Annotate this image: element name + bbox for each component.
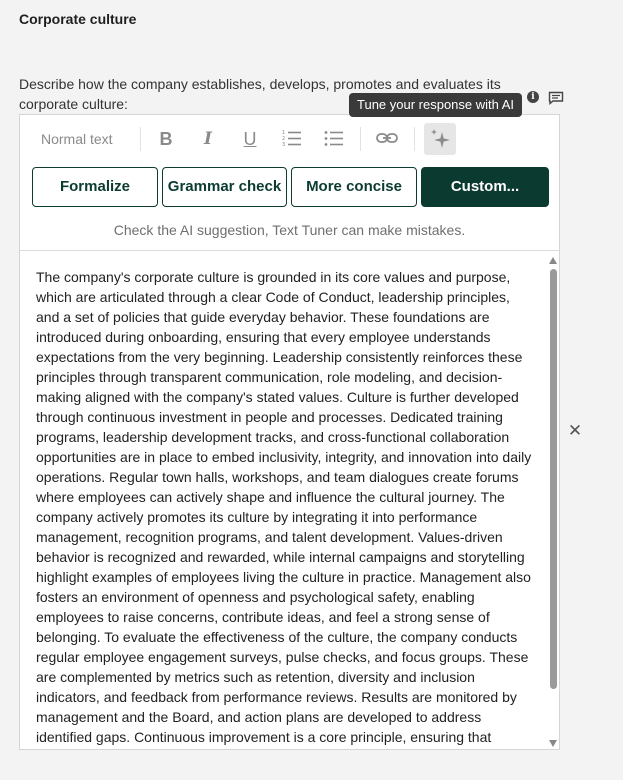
rich-text-editor: [19, 114, 560, 750]
italic-button[interactable]: I: [204, 129, 212, 149]
scroll-down-arrow[interactable]: [549, 740, 557, 747]
ordered-list-icon: [282, 129, 302, 147]
toolbar-divider: [414, 127, 415, 151]
custom-button[interactable]: Custom...: [421, 167, 549, 207]
response-text[interactable]: The company's corporate culture is grounded in its core values and purpose, which are articulated through a clear Code of Conduct, leadership principles, and a set of policies that guide everyday behavior. These foundations are introduced during onboarding, ensuring that every employee understands expectations from the very beginning. Leadership consistently reinforces these principles through transparent communication, role modeling, and decision-making aligned with the company's stated values. Culture is further developed through continuous investment in people and processes. Dedicated training programs, leadership development tracks, and cross-functional collaboration opportunities are in place to embed inclusivity, integrity, and innovation into daily operations. Regular town halls, workshops, and team dialogues create forums where employees can actively shape and influence the cultural journey. The company actively promotes its culture by integrating it into performance management, recognition programs, and talent development. Values-driven behavior is recognized and rewarded, while internal campaigns and storytelling highlight examples of employees living the culture in practice. Management also fosters an environment of openness and psychological safety, enabling employees to raise concerns, contribute ideas, and feel a strong sense of belonging. To evaluate the effectiveness of the culture, the company conducts regular employee engagement surveys, pulse checks, and focus groups. These are complemented by metrics such as retention, diversity and inclusion indicators, and feedback from performance reviews. Results are monitored by management and the Board, and action plans are developed to address identified gaps. Continuous improvement is a core principle, ensuring that: [36, 269, 532, 745]
link-button[interactable]: [375, 127, 399, 151]
scroll-up-arrow[interactable]: [549, 257, 557, 264]
bullet-list-button[interactable]: [322, 127, 346, 151]
info-icon[interactable]: i: [527, 91, 539, 103]
underline-button[interactable]: U: [243, 129, 257, 149]
question-label: Describe how the company establishes, develops, promotes and evaluates its corporate culture:: [19, 76, 501, 112]
editor-toolbar: [20, 115, 559, 161]
toolbar-divider: [360, 127, 361, 151]
ordered-list-button[interactable]: [280, 127, 304, 151]
text-style-select[interactable]: Normal text: [41, 131, 113, 147]
section-title: Corporate culture: [19, 11, 137, 27]
svg-text:3: 3: [282, 142, 286, 147]
scrollbar[interactable]: [547, 253, 559, 749]
ai-tune-button[interactable]: [424, 123, 456, 155]
ai-tooltip: Tune your response with AI: [349, 93, 522, 117]
svg-text:2: 2: [282, 136, 286, 142]
sparkle-icon: [424, 123, 456, 155]
editor-divider: [20, 250, 559, 251]
more-concise-button[interactable]: More concise: [291, 167, 417, 207]
svg-text:1: 1: [282, 130, 286, 136]
toolbar-divider: [140, 127, 141, 151]
grammar-check-button[interactable]: Grammar check: [162, 167, 287, 207]
ai-disclaimer: Check the AI suggestion, Text Tuner can make mistakes.: [113, 222, 466, 238]
close-icon[interactable]: ✕: [567, 421, 583, 440]
formalize-button[interactable]: Formalize: [32, 167, 158, 207]
link-icon: [376, 129, 398, 147]
ai-actions: [32, 167, 552, 207]
bullet-list-icon: [324, 129, 344, 147]
bold-button[interactable]: B: [159, 129, 173, 149]
scroll-thumb[interactable]: [550, 269, 557, 689]
comment-icon[interactable]: [548, 91, 564, 105]
